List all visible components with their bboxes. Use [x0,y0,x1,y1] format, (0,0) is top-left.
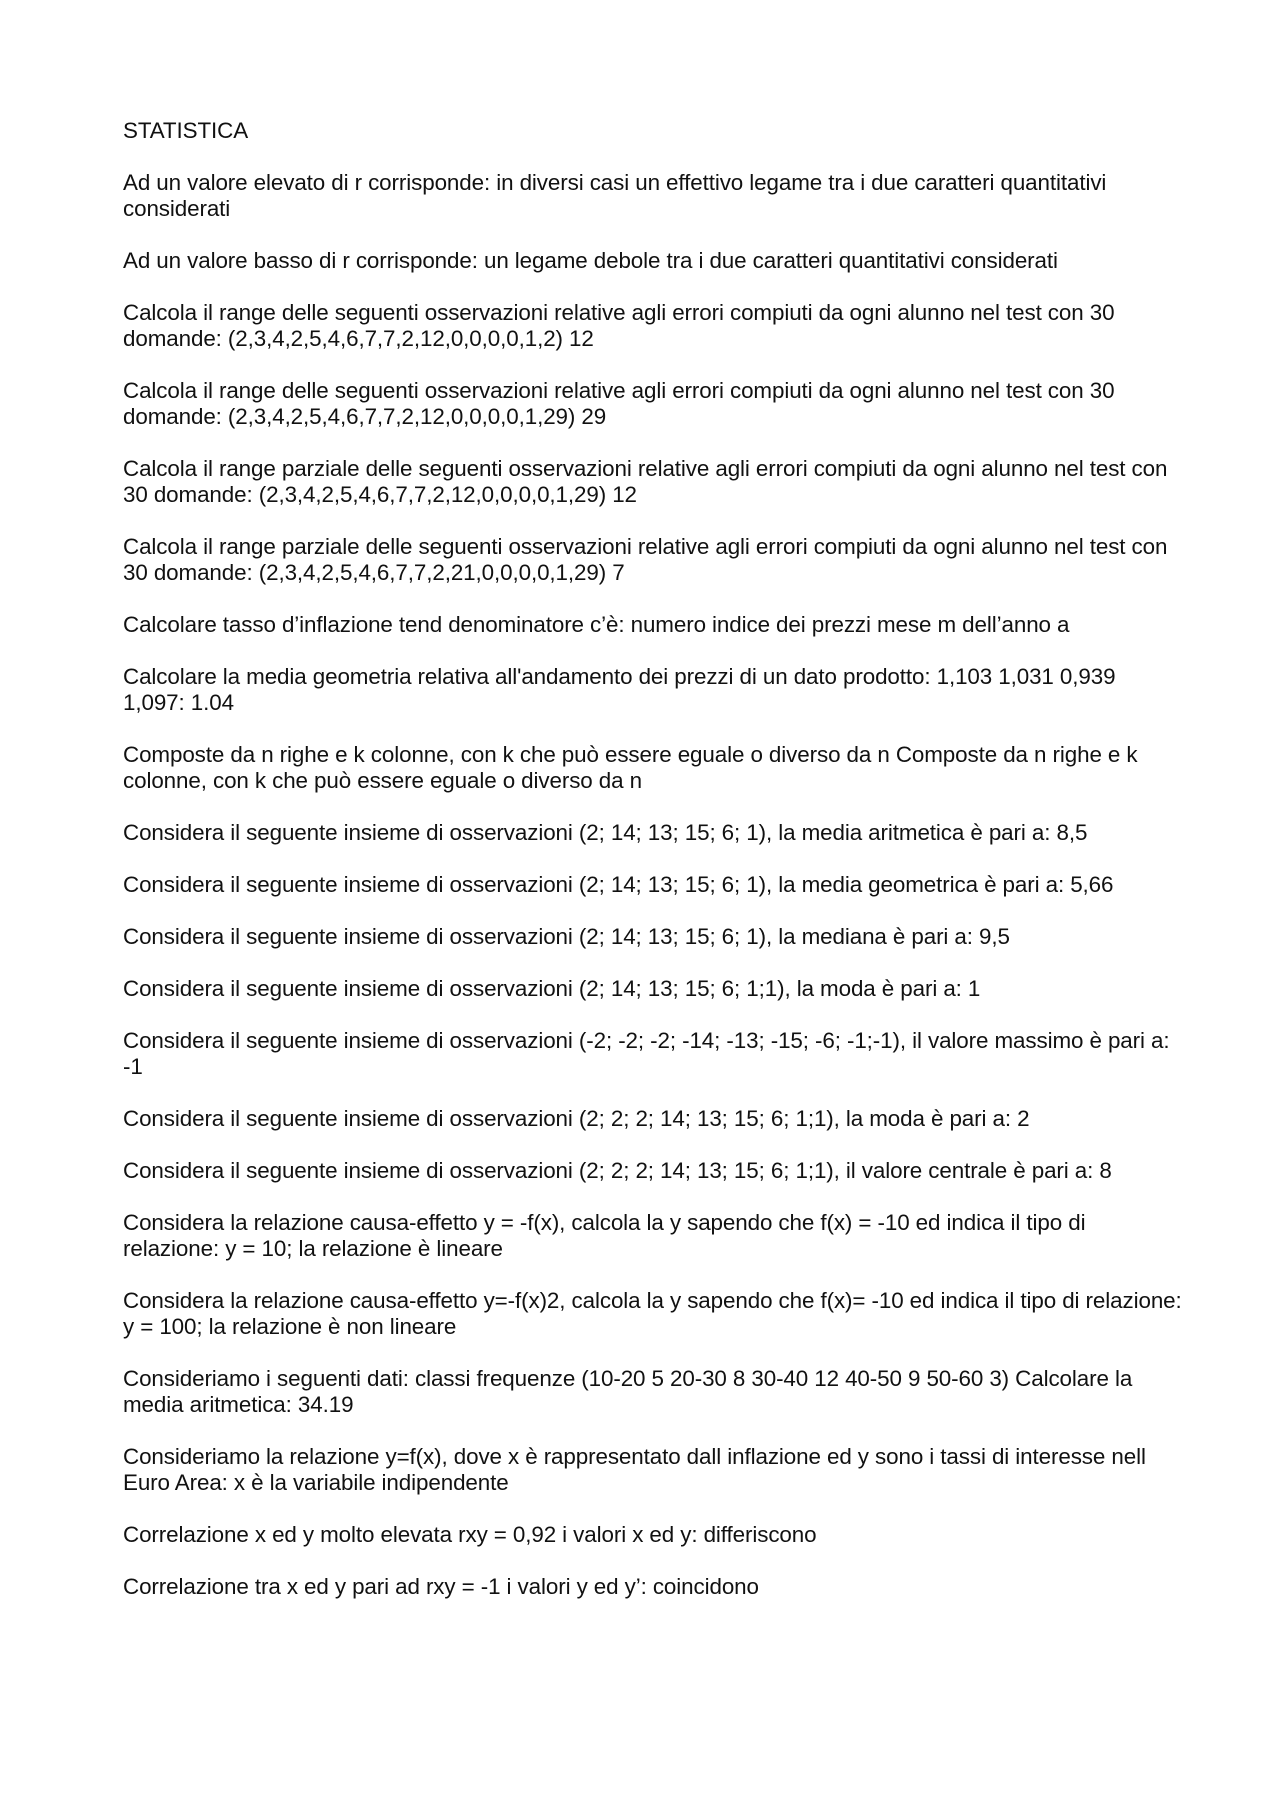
paragraph: Correlazione x ed y molto elevata rxy = 0,92 i valori x ed y: differiscono [123,1522,817,1547]
paragraph: Ad un valore basso di r corrisponde: un legame debole tra i due caratteri quantitativi considerati [123,248,1058,273]
paragraph: Correlazione tra x ed y pari ad rxy = -1 i valori y ed y’: coincidono [123,1574,759,1599]
document-body [123,118,1183,1626]
paragraph: Composte da n righe e k colonne, con k che può essere eguale o diverso da n Composte da n righe e k colonne, con k che può essere eguale o diverso da n [123,742,1138,793]
paragraph: Calcola il range parziale delle seguenti osservazioni relative agli errori compiuti da ogni alunno nel test con 30 domande: (2,3,4,2,5,4,6,7,7,2,21,0,0,0,0,1,29) 7 [123,534,1168,585]
paragraph: Considera il seguente insieme di osservazioni (2; 14; 13; 15; 6; 1), la media aritmetica è pari a: 8,5 [123,820,1088,845]
paragraph: Considera il seguente insieme di osservazioni (2; 14; 13; 15; 6; 1), la mediana è pari a: 9,5 [123,924,1010,949]
paragraph: Calcolare tasso d’inflazione tend denominatore c’è: numero indice dei prezzi mese m dell’anno a [123,612,1070,637]
paragraph: Ad un valore elevato di r corrisponde: in diversi casi un effettivo legame tra i due caratteri quantitativi considerati [123,170,1107,221]
paragraph: Calcola il range delle seguenti osservazioni relative agli errori compiuti da ogni alunno nel test con 30 domande: (2,3,4,2,5,4,6,7,7,2,12,0,0,0,0,1,29) 29 [123,378,1115,429]
paragraph: Consideriamo i seguenti dati: classi frequenze (10-20 5 20-30 8 30-40 12 40-50 9 50-60 3) Calcolare la media aritmetica: 34.19 [123,1366,1133,1417]
paragraph: Considera il seguente insieme di osservazioni (2; 14; 13; 15; 6; 1;1), la moda è pari a: 1 [123,976,981,1001]
paragraph: Calcolare la media geometria relativa all'andamento dei prezzi di un dato prodotto: 1,103 1,031 0,939 1,097: 1.04 [123,664,1116,715]
paragraph: Considera il seguente insieme di osservazioni (2; 14; 13; 15; 6; 1), la media geometrica è pari a: 5,66 [123,872,1114,897]
document-title: STATISTICA [123,118,249,143]
paragraph: Consideriamo la relazione y=f(x), dove x è rappresentato dall inflazione ed y sono i tassi di interesse nell Euro Area: x è la variabile indipendente [123,1444,1146,1495]
paragraph: Considera il seguente insieme di osservazioni (-2; -2; -2; -14; -13; -15; -6; -1;-1), il valore massimo è pari a: -1 [123,1028,1170,1079]
paragraph: Considera il seguente insieme di osservazioni (2; 2; 2; 14; 13; 15; 6; 1;1), il valore centrale è pari a: 8 [123,1158,1112,1183]
paragraph: Considera il seguente insieme di osservazioni (2; 2; 2; 14; 13; 15; 6; 1;1), la moda è pari a: 2 [123,1106,1030,1131]
paragraph: Calcola il range delle seguenti osservazioni relative agli errori compiuti da ogni alunno nel test con 30 domande: (2,3,4,2,5,4,6,7,7,2,12,0,0,0,0,1,2) 12 [123,300,1115,351]
paragraph: Calcola il range parziale delle seguenti osservazioni relative agli errori compiuti da ogni alunno nel test con 30 domande: (2,3,4,2,5,4,6,7,7,2,12,0,0,0,0,1,29) 12 [123,456,1168,507]
paragraph: Considera la relazione causa-effetto y=-f(x)2, calcola la y sapendo che f(x)= -10 ed indica il tipo di relazione: y = 100; la relazione è non lineare [123,1288,1182,1339]
paragraph: Considera la relazione causa-effetto y = -f(x), calcola la y sapendo che f(x) = -10 ed indica il tipo di relazione: y = 10; la relazione è lineare [123,1210,1086,1261]
